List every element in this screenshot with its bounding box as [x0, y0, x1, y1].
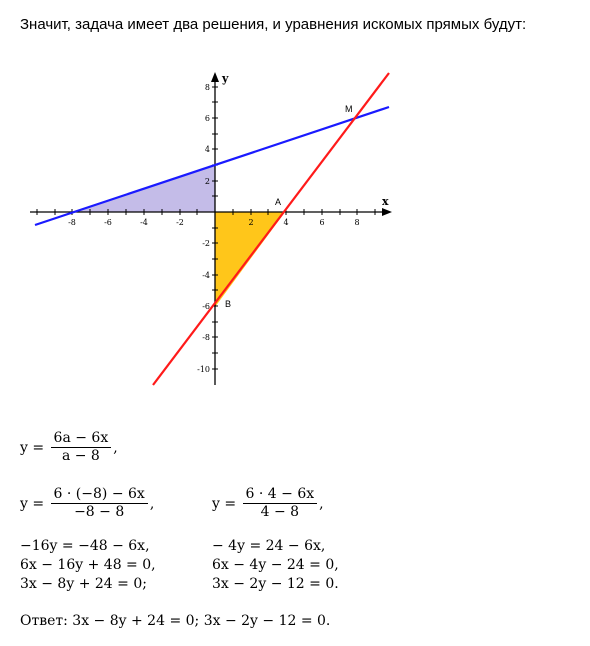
y-tick-label: -4	[202, 271, 210, 280]
y-tick-label: -10	[197, 365, 210, 374]
fraction-denominator: a − 8	[61, 448, 100, 464]
formula-lhs: y =	[20, 439, 45, 456]
intro-text: Значит, задача имеет два решения, и уравнения искомых прямых будут:	[20, 16, 527, 33]
fraction	[51, 486, 148, 521]
y-tick-label: -6	[202, 302, 210, 311]
formula-general	[20, 430, 118, 465]
x-tick-label: 8	[354, 218, 360, 227]
x-tick-label: 2	[248, 218, 254, 227]
step-right-1: − 4y = 24 − 6x,	[212, 538, 326, 554]
point-label-b: B	[225, 299, 232, 309]
formula-tail: ,	[113, 439, 118, 456]
formula-lhs: y =	[20, 495, 45, 512]
y-tick-label: -8	[202, 333, 210, 342]
step-left-1: −16y = −48 − 6x,	[20, 538, 150, 554]
x-tick-label: -8	[68, 218, 76, 227]
fraction	[51, 430, 112, 465]
fraction-numerator: 6a − 6x	[51, 430, 112, 448]
formula-lhs: y =	[212, 495, 237, 512]
fraction	[243, 486, 318, 521]
fraction-denominator: 4 − 8	[260, 504, 300, 520]
y-tick-label: 4	[204, 145, 210, 154]
formula-tail: ,	[319, 495, 324, 512]
step-left-3: 3x − 8y + 24 = 0;	[20, 576, 147, 592]
y-tick-label: 6	[204, 114, 210, 123]
fraction-denominator: −8 − 8	[74, 504, 125, 520]
step-right-2: 6x − 4y − 24 = 0,	[212, 557, 339, 573]
formula-a-4	[212, 486, 324, 521]
y-tick-label: -2	[202, 239, 210, 248]
y-tick-label: 2	[204, 177, 210, 186]
y-axis-label: y	[222, 72, 229, 85]
answer-line: Ответ: 3x − 8y + 24 = 0; 3x − 2y − 12 = 0.	[20, 613, 331, 629]
step-left-2: 6x − 16y + 48 = 0,	[20, 557, 156, 573]
x-tick-label: -6	[104, 218, 112, 227]
formula-a-minus-8	[20, 486, 154, 521]
x-tick-label: 6	[319, 218, 325, 227]
step-right-3: 3x − 2y − 12 = 0.	[212, 576, 339, 592]
x-tick-label: -4	[140, 218, 148, 227]
fraction-numerator: 6 · 4 − 6x	[243, 486, 318, 504]
y-tick-label: 8	[204, 83, 210, 92]
point-label-a: A	[275, 197, 282, 207]
x-tick-label: -2	[176, 218, 184, 227]
fraction-numerator: 6 · (−8) − 6x	[51, 486, 148, 504]
formula-tail: ,	[149, 495, 155, 512]
line-red	[153, 73, 389, 385]
point-label-m: M	[345, 104, 353, 114]
x-tick-label: 4	[283, 218, 289, 227]
x-axis-label: x	[382, 195, 389, 208]
